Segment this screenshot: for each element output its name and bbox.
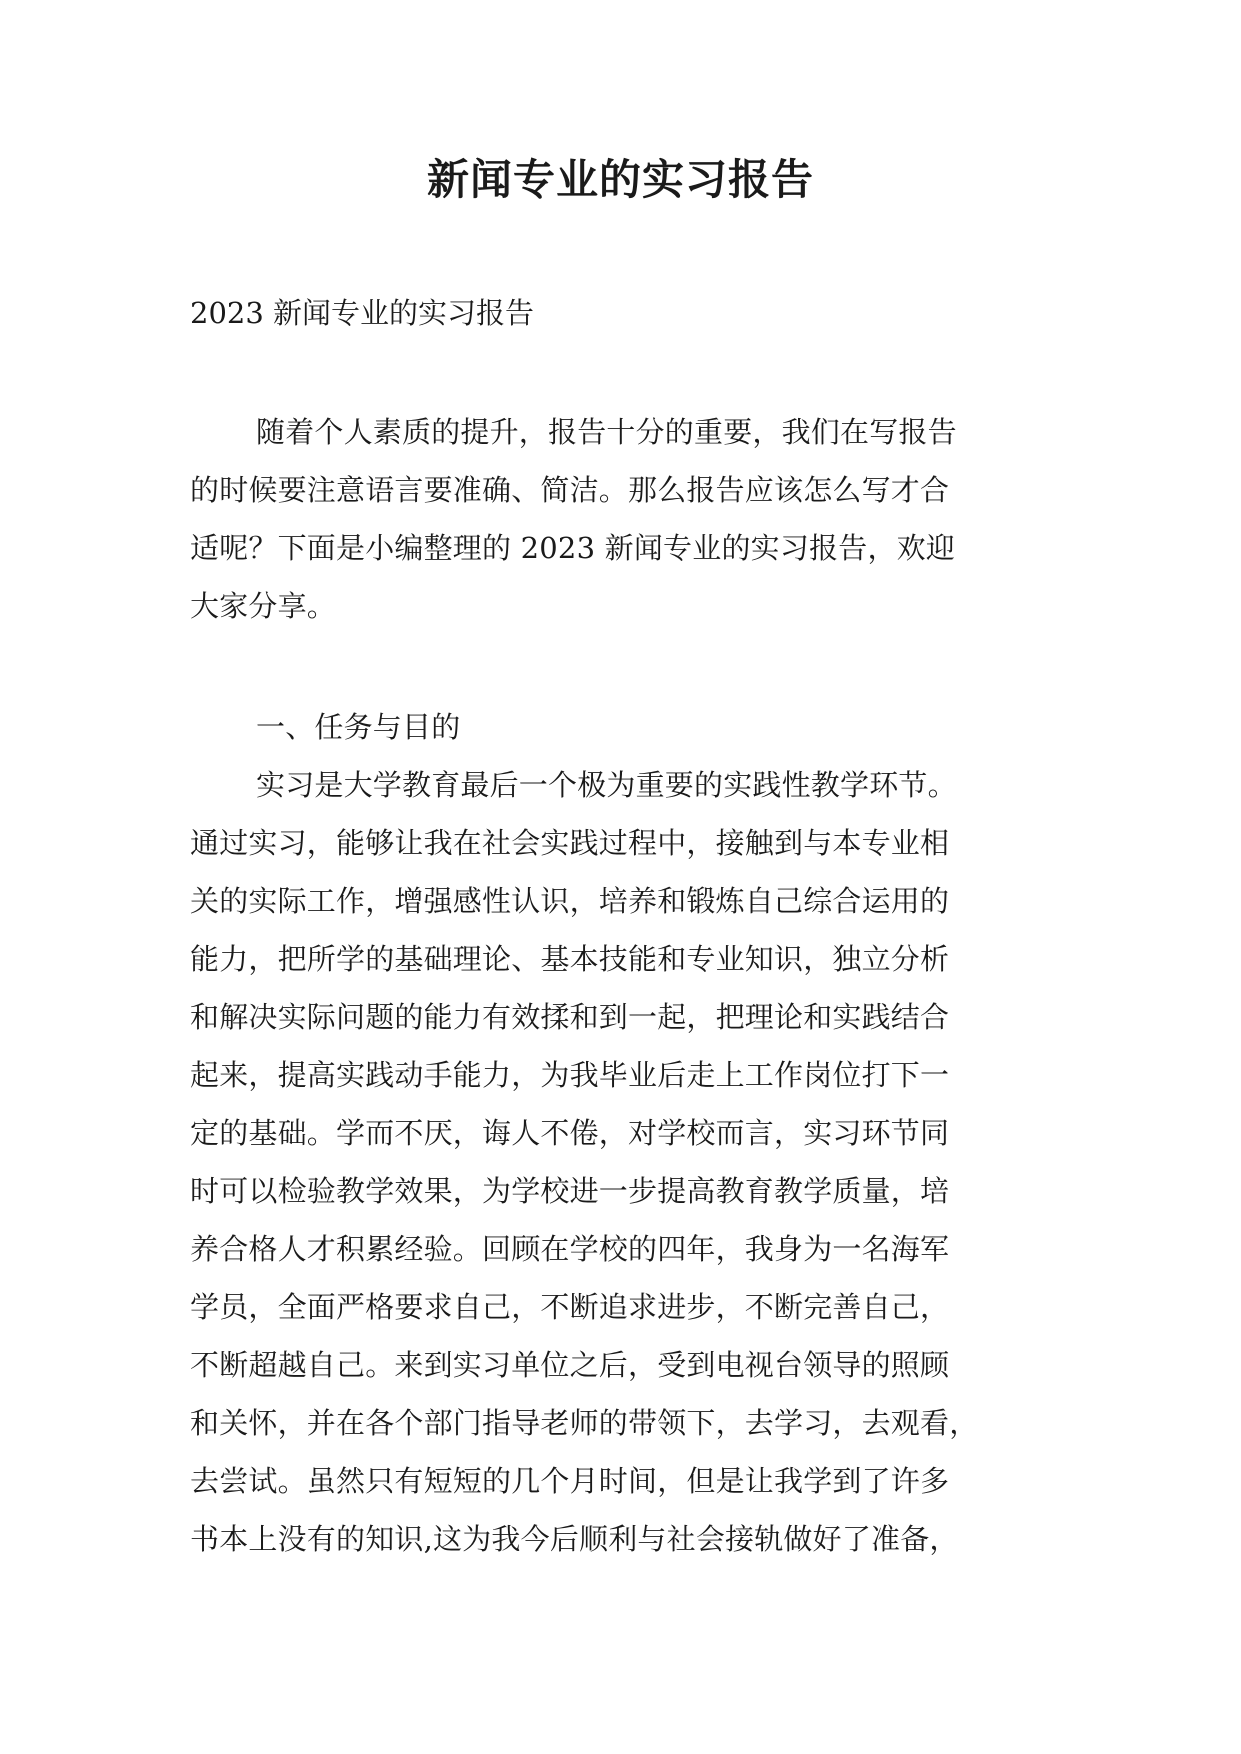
paragraph-line: 学员，全面严格要求自己，不断追求进步，不断完善自己， xyxy=(190,1290,950,1324)
paragraph-line: 起来，提高实践动手能力，为我毕业后走上工作岗位打下一 xyxy=(190,1058,950,1092)
paragraph-line: 的时候要注意语言要准确、简洁。那么报告应该怎么写才合 xyxy=(190,473,950,507)
paragraph-line: 不断超越自己。来到实习单位之后，受到电视台领导的照顾 xyxy=(190,1348,950,1382)
paragraph-line: 通过实习，能够让我在社会实践过程中，接触到与本专业相 xyxy=(190,826,950,860)
paragraph-line: 养合格人才积累经验。回顾在学校的四年，我身为一名海军 xyxy=(190,1232,950,1266)
section-heading: 一、任务与目的 xyxy=(256,710,461,744)
paragraph-line: 书本上没有的知识,这为我今后顺利与社会接轨做好了准备， xyxy=(190,1522,959,1556)
intro-paragraph xyxy=(190,403,1070,635)
paragraph-line: 能力，把所学的基础理论、基本技能和专业知识，独立分析 xyxy=(190,942,950,976)
paragraph-line: 定的基础。学而不厌，诲人不倦，对学校而言，实习环节同 xyxy=(190,1116,950,1150)
paragraph-line: 去尝试。虽然只有短短的几个月时间，但是让我学到了许多 xyxy=(190,1464,950,1498)
paragraph-line: 随着个人素质的提升，报告十分的重要，我们在写报告 xyxy=(256,415,957,449)
paragraph-line: 时可以检验教学效果，为学校进一步提高教育教学质量，培 xyxy=(190,1174,950,1208)
paragraph-line: 关的实际工作，增强感性认识，培养和锻炼自己综合运用的 xyxy=(190,884,950,918)
paragraph-line: 和解决实际问题的能力有效揉和到一起，把理论和实践结合 xyxy=(190,1000,950,1034)
document-subtitle: 2023 新闻专业的实习报告 xyxy=(190,296,535,330)
paragraph-line: 实习是大学教育最后一个极为重要的实践性教学环节。 xyxy=(256,768,957,802)
section-task-and-purpose xyxy=(190,698,1070,1568)
paragraph-line: 大家分享。 xyxy=(190,589,337,623)
document-title: 新闻专业的实习报告 xyxy=(426,155,814,204)
paragraph-line: 和关怀，并在各个部门指导老师的带领下，去学习，去观看， xyxy=(190,1406,979,1440)
paragraph-line: 适呢？下面是小编整理的 2023 新闻专业的实习报告，欢迎 xyxy=(190,531,956,565)
